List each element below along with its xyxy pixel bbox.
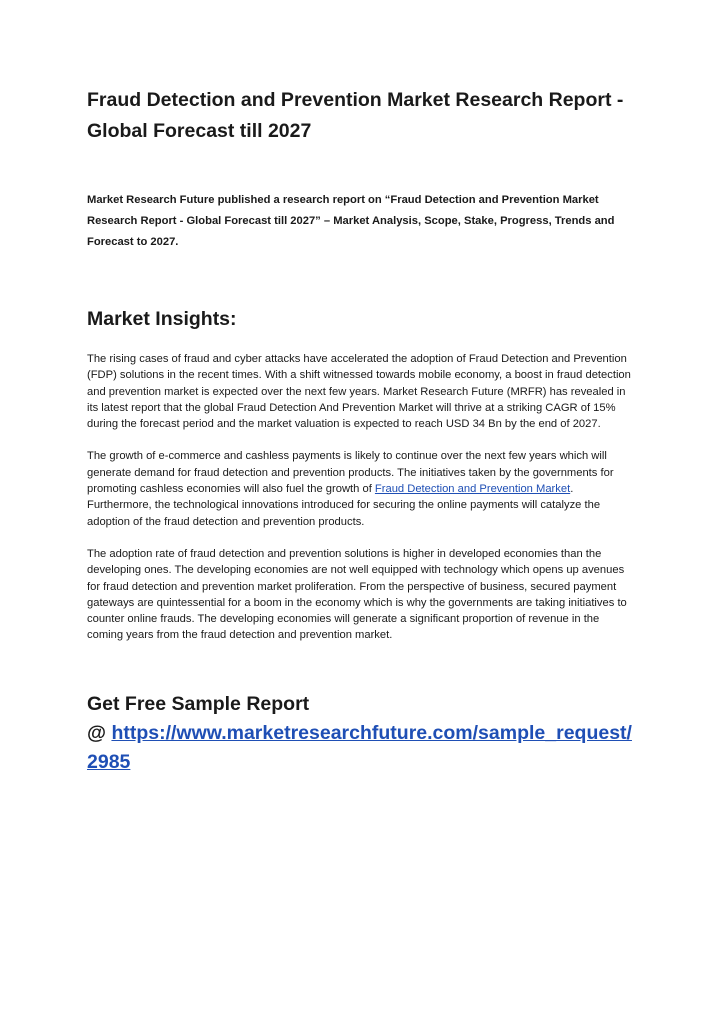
sample-report-label: Get Free Sample Report [87,692,310,715]
insights-paragraph-2 [87,448,633,529]
insights-paragraph-1: The rising cases of fraud and cyber attacks have accelerated the adoption of Fraud Detection and Prevention (FDP) solutions in the recent times. With a shift witnessed towards mobile economy, a boost in fraud detection and prevention market is expected over the next few years. Market Research Future (MRFR) has revealed in its latest report that the global Fraud Detection And Prevention Market will thrive at a striking CAGR of 15% during the forecast period and the market valuation is expected to reach USD 34 Bn by the end of 2027. [87,353,631,431]
sample-report-section [87,690,633,777]
at-symbol: @ [87,721,112,744]
market-report-link[interactable]: Fraud Detection and Prevention Market [374,483,571,496]
insights-paragraph-3: The adoption rate of fraud detection and prevention solutions is higher in developed economies than the developing ones. The developing economies are not well equipped with technology which opens up avenues for fraud detection and prevention market proliferation. From the perspective of business, secured payment gateways are quintessential for a boom in the economy which is why the governments are taking initiatives to counter online frauds. The developing economies will generate a significant proportion of revenue in the coming years from the fraud detection and prevention market. [87,547,627,642]
sample-report-link[interactable]: https://www.marketresearchfuture.com/sample_request/2985 [87,721,632,773]
sample-report-link-line [87,719,633,777]
market-insights-heading: Market Insights: [87,308,237,330]
document-title: Fraud Detection and Prevention Market Research Report - Global Forecast till 2027 [87,89,624,142]
paragraph-2-text-after: . Furthermore, the technological innovations introduced for securing the online payments will catalyze the adoption of the fraud detection and prevention products. [87,483,601,528]
intro-paragraph: Market Research Future published a research report on “Fraud Detection and Prevention Market Research Report - Global Forecast till 2027” – Market Analysis, Scope, Stake, Progress, Trends and Forecast to 2027. [87,194,615,248]
document-content [87,85,633,777]
paragraph-2-text-before: The growth of e-commerce and cashless payments is likely to continue over the next few years which will generate demand for fraud detection and prevention products. The initiatives taken by the governments for promoting cashless economies will also fuel the growth of [87,450,614,496]
